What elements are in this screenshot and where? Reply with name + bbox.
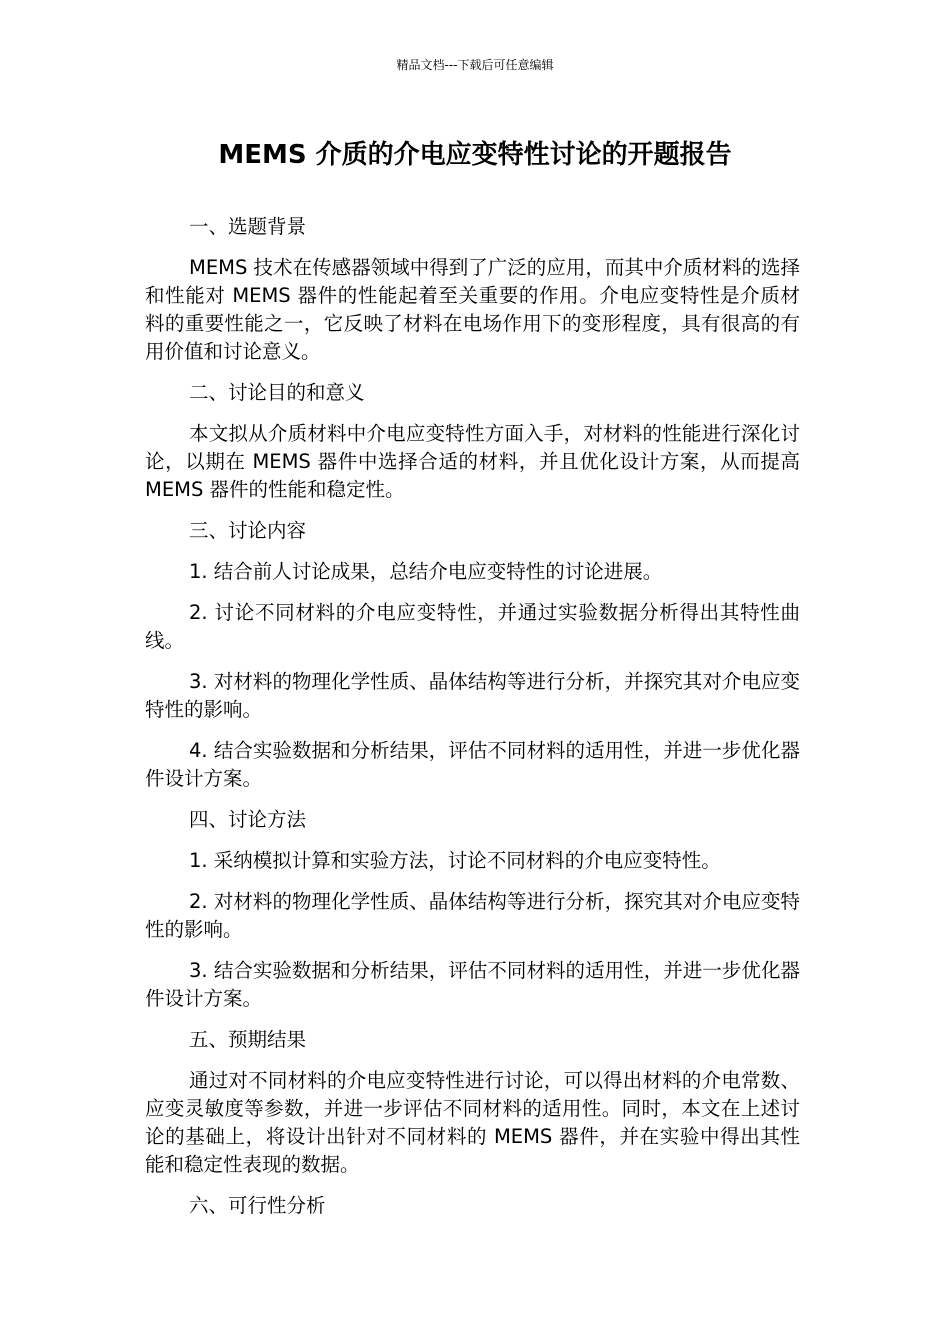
- section-heading-methods: 四、讨论方法: [189, 808, 307, 831]
- list-item-content-4: 4. 结合实验数据和分析结果，评估不同材料的适用性，并进一步优化器件设计方案。: [145, 739, 800, 790]
- document-title: MEMS 介质的介电应变特性讨论的开题报告: [218, 140, 732, 170]
- section-heading-purpose: 二、讨论目的和意义: [189, 381, 365, 404]
- section-heading-background: 一、选题背景: [189, 215, 307, 238]
- section-heading-content: 三、讨论内容: [189, 519, 307, 542]
- list-item-content-2: 2. 讨论不同材料的介电应变特性，并通过实验数据分析得出其特性曲线。: [145, 601, 800, 652]
- paragraph-purpose: 本文拟从介质材料中介电应变特性方面入手，对材料的性能进行深化讨论，以期在 MEMS 器件中选择合适的材料，并且优化设计方案，从而提高 MEMS 器件的性能和稳定性。: [145, 422, 800, 501]
- section-heading-expected-results: 五、预期结果: [189, 1028, 307, 1051]
- section-heading-feasibility: 六、可行性分析: [189, 1194, 326, 1217]
- paragraph-expected-results: 通过对不同材料的介电应变特性进行讨论，可以得出材料的介电常数、应变灵敏度等参数，并进一步评估不同材料的适用性。同时，本文在上述讨论的基础上，将设计出针对不同材料的 MEMS 器件，并在实验中得出其性能和稳定性表现的数据。: [145, 1069, 800, 1176]
- paragraph-background: MEMS 技术在传感器领域中得到了广泛的应用，而其中介质材料的选择和性能对 MEMS 器件的性能起着至关重要的作用。介电应变特性是介质材料的重要性能之一，它反映了材料在电场作用下的变形程度，具有很高的有用价值和讨论意义。: [145, 256, 800, 363]
- header-note: 精品文档---下载后可任意编辑: [396, 58, 554, 72]
- list-item-content-3: 3. 对材料的物理化学性质、晶体结构等进行分析，并探究其对介电应变特性的影响。: [145, 670, 800, 721]
- document-body: [145, 213, 800, 1233]
- list-item-content-1: 1. 结合前人讨论成果，总结介电应变特性的讨论进展。: [189, 560, 663, 583]
- list-item-methods-1: 1. 采纳模拟计算和实验方法，讨论不同材料的介电应变特性。: [189, 849, 721, 872]
- list-item-methods-2: 2. 对材料的物理化学性质、晶体结构等进行分析，探究其对介电应变特性的影响。: [145, 890, 800, 941]
- list-item-methods-3: 3. 结合实验数据和分析结果，评估不同材料的适用性，并进一步优化器件设计方案。: [145, 959, 800, 1010]
